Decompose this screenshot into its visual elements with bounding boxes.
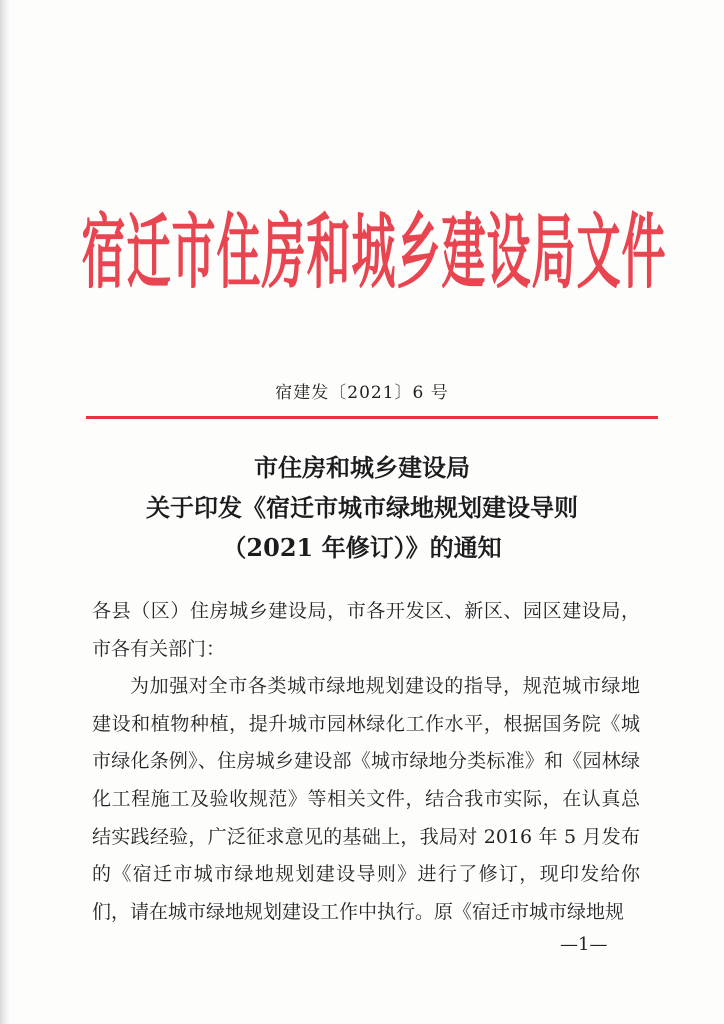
- red-divider-line: [86, 416, 658, 419]
- red-header: [81, 190, 667, 301]
- document-number: 宿建发〔2021〕6 号: [275, 383, 449, 403]
- notice-title-line-1: 市住房和城乡建设局: [254, 453, 470, 482]
- notice-title: [60, 448, 664, 568]
- addressee: 各县（区）住房城乡建设局，市各开发区、新区、园区建设局，市各有关部门：: [92, 600, 640, 660]
- notice-title-line-3: （2021 年修订）》的通知: [222, 533, 502, 562]
- notice-title-line-2: 关于印发《宿迁市城市绿地规划建设导则: [146, 493, 578, 522]
- scan-edge-shadow: [0, 0, 10, 1024]
- body-paragraph: 为加强对全市各类城市绿地规划建设的指导，规范城市绿地建设和植物种植，提升城市园林绿化工作水平，根据国务院《城市绿化条例》、住房城乡建设部《城市绿地分类标准》和《园林绿化工程施工及验收规范》等相关文件，结合我市实际，在认真总结实践经验，广泛征求意见的基础上，我局对 2016 年 5 月发布的《宿迁市城市绿地规划建设导则》进行了修订，现印发给你们，请在城市绿地规划建设工作中执行。原《宿迁市城市绿地规: [92, 675, 640, 923]
- agency-title: 宿迁市住房和城乡建设局文件: [81, 206, 667, 301]
- page-number: —1—: [560, 934, 608, 955]
- body-text: [92, 593, 640, 931]
